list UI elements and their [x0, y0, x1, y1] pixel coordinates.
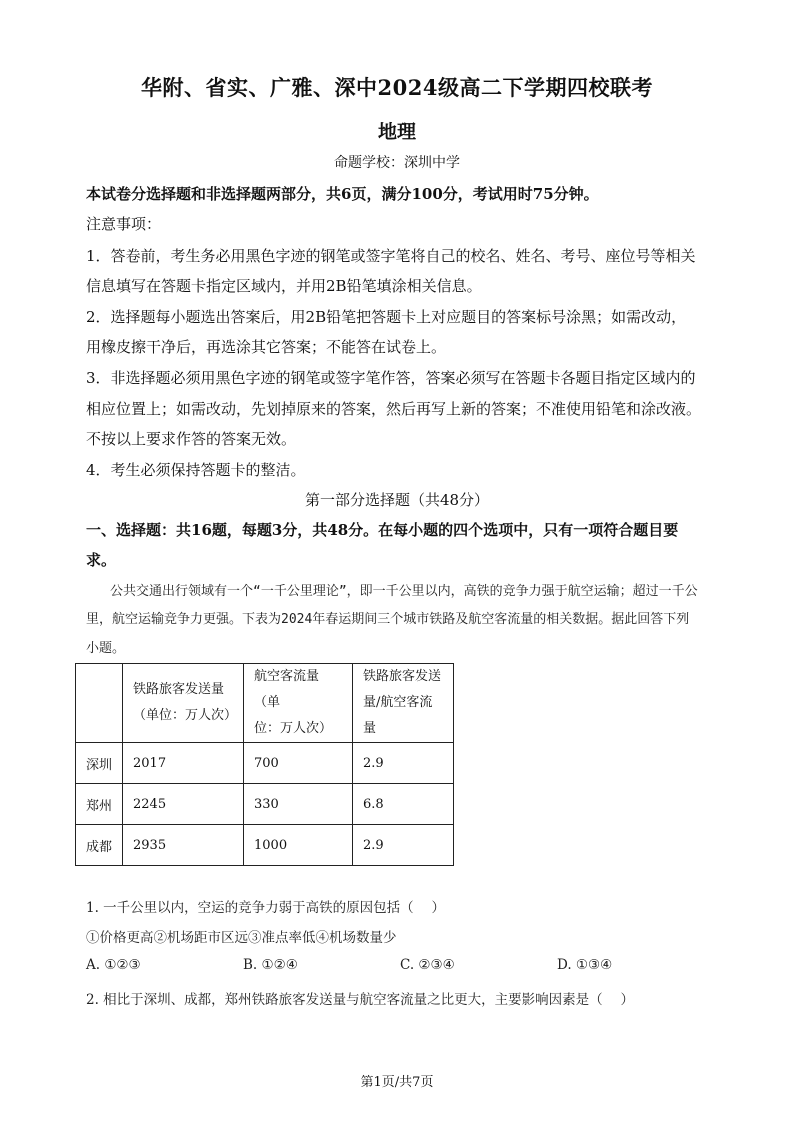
table-header-cell: [353, 664, 454, 743]
table-cell: 2017: [123, 743, 244, 784]
table-row: [76, 784, 454, 825]
page-number: 第1页/共7页: [360, 1075, 434, 1090]
section-title: 第一部分选择题（共48分）: [304, 491, 490, 509]
table-header-cell: [76, 664, 123, 743]
header-line: 铁路旅客发送量: [133, 682, 225, 697]
header-line: 铁路旅客发送: [363, 669, 442, 684]
intro-text: 本试卷分选择题和非选择题两部分，共6页，满分100分，考试用时75分钟。: [86, 185, 599, 203]
passage-line: 公共交通出行领域有一个“一千公里理论”，即一千公里以内，高铁的竞争力强于航空运输；超过一千公: [110, 584, 698, 599]
passage-line: 小题。: [86, 641, 126, 656]
question-2: 2. 相比于深圳、成都，郑州铁路旅客发送量与航空客流量之比更大，主要影响因素是（ ）: [86, 992, 634, 1008]
table-row: [76, 743, 454, 784]
table-row: [76, 825, 454, 866]
data-table: [75, 663, 454, 866]
note-line: 3．非选择题必须用黑色字迹的钢笔或签字笔作答，答案必须写在答题卡各题目指定区域内的: [86, 369, 696, 387]
setter-school: 命题学校：深圳中学: [334, 155, 460, 171]
header-line: （单位：万人次）: [133, 708, 238, 723]
note-line: 4．考生必须保持答题卡的整洁。: [86, 461, 306, 479]
header-line: 位：万人次）: [254, 721, 333, 736]
section-instruction-cont: 求。: [86, 551, 117, 569]
question-1-statements: ①价格更高②机场距市区远③准点率低④机场数量少: [86, 930, 397, 946]
table-cell: 2.9: [353, 743, 454, 784]
table-cell: 2245: [123, 784, 244, 825]
table-cell: 1000: [244, 825, 353, 866]
table-cell: 2935: [123, 825, 244, 866]
table-cell: 700: [244, 743, 353, 784]
table-cell: 2.9: [353, 825, 454, 866]
notes-title: 注意事项：: [86, 215, 162, 233]
table-cell-city: 郑州: [76, 784, 123, 825]
note-line: 不按以上要求作答的答案无效。: [86, 430, 297, 448]
table-header-row: [76, 664, 454, 743]
table-cell-city: 深圳: [76, 743, 123, 784]
table-cell: 6.8: [353, 784, 454, 825]
subject-title: 地理: [377, 121, 416, 143]
table-header-cell: [123, 664, 244, 743]
option-d: D. ①③④: [557, 957, 613, 973]
table-cell: 330: [244, 784, 353, 825]
passage-line: 里，航空运输竞争力更强。下表为2024年春运期间三个城市铁路及航空客流量的相关数据。据此回答下列: [86, 612, 690, 627]
option-a: A. ①②③: [86, 957, 141, 973]
section-instruction: 一、选择题：共16题，每题3分，共48分。在每小题的四个选项中，只有一项符合题目要: [86, 521, 679, 539]
exam-title: 华附、省实、广雅、深中2024级高二下学期四校联考: [141, 75, 653, 100]
header-line: 航空客流量（单: [254, 669, 320, 710]
note-line: 相应位置上；如需改动，先划掉原来的答案，然后再写上新的答案；不准使用铅笔和涂改液。: [86, 400, 702, 418]
question-1: 1. 一千公里以内，空运的竞争力弱于高铁的原因包括（ ）: [86, 900, 445, 916]
note-line: 信息填写在答题卡指定区域内，并用2B铅笔填涂相关信息。: [86, 277, 482, 295]
note-line: 1．答卷前，考生务必用黑色字迹的钢笔或签字笔将自己的校名、姓名、考号、座位号等相关: [86, 247, 696, 265]
option-c: C. ②③④: [400, 957, 455, 973]
table-header-cell: [244, 664, 353, 743]
option-b: B. ①②④: [243, 957, 298, 973]
note-line: 用橡皮擦干净后，再选涂其它答案；不能答在试卷上。: [86, 338, 447, 356]
note-line: 2．选择题每小题选出答案后，用2B铅笔把答题卡上对应题目的答案标号涂黑；如需改动，: [86, 308, 687, 326]
table-cell-city: 成都: [76, 825, 123, 866]
header-line: 量/航空客流量: [363, 695, 433, 736]
